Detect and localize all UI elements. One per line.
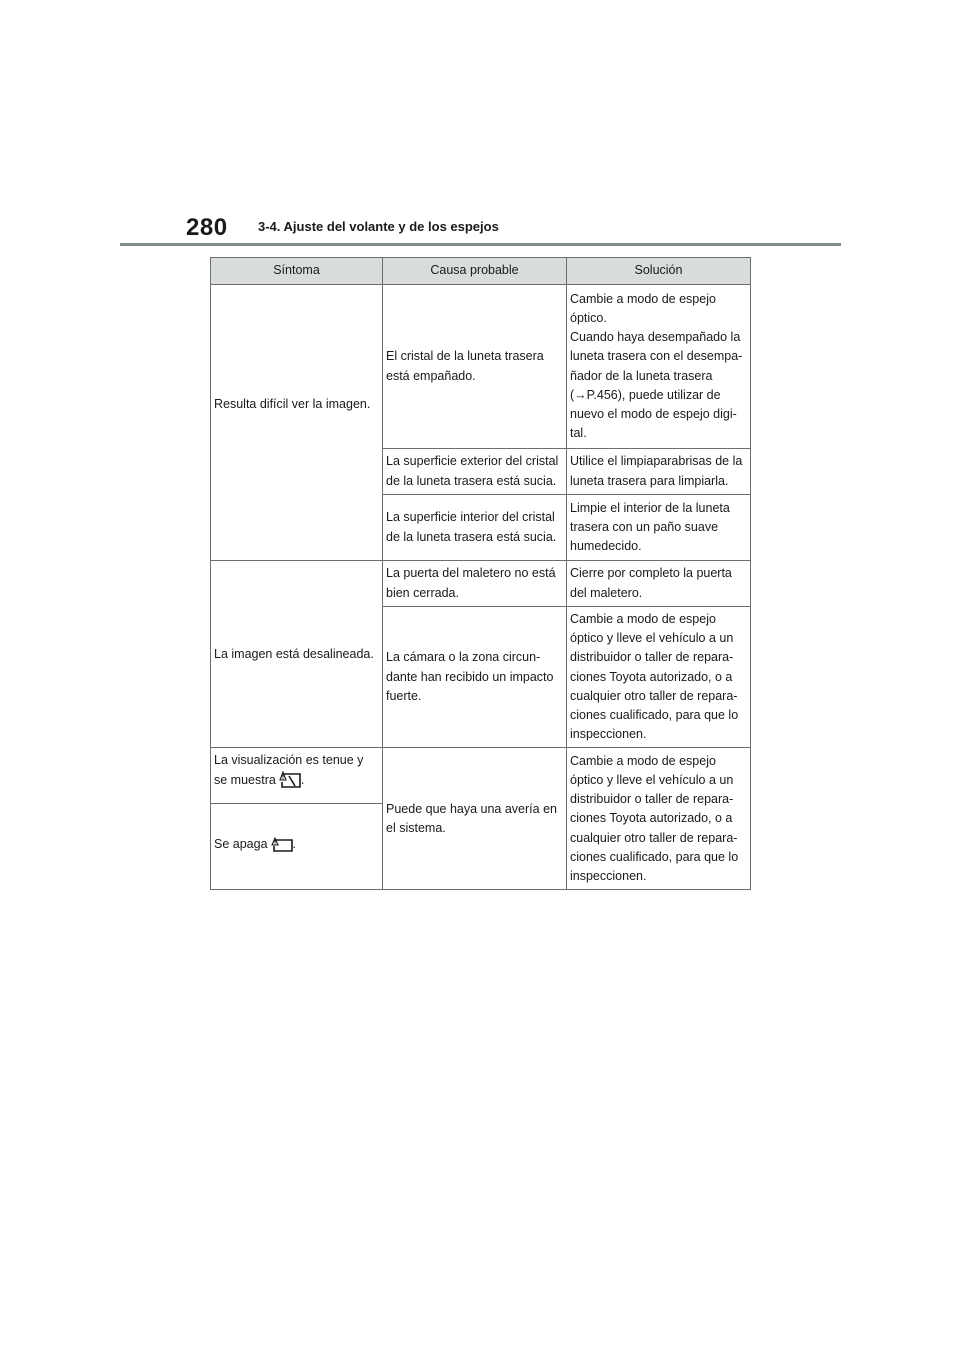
page-number: 280 bbox=[186, 214, 228, 241]
cause-cell: Puede que haya una avería en el sistema. bbox=[383, 748, 567, 890]
cause-cell: La cámara o la zona circun-dante han recibido un impacto fuerte. bbox=[383, 607, 567, 748]
table-row bbox=[211, 561, 751, 607]
cause-cell: La puerta del maletero no está bien cerrada. bbox=[383, 561, 567, 607]
symptom-cell: La imagen está desalineada. bbox=[211, 561, 383, 748]
header-rule bbox=[120, 243, 841, 246]
cause-cell: La superficie interior del cristal de la luneta trasera está sucia. bbox=[383, 495, 567, 561]
symptom-cell bbox=[211, 804, 383, 890]
table-row bbox=[211, 285, 751, 449]
mirror-icon bbox=[271, 837, 293, 859]
section-title: 3-4. Ajuste del volante y de los espejos bbox=[258, 219, 499, 234]
mirror-warning-icon bbox=[279, 771, 301, 795]
table-header-row bbox=[211, 258, 751, 285]
symptom-text: La visualización es tenue y se muestra bbox=[214, 753, 364, 787]
symptom-text: Se apaga bbox=[214, 836, 268, 851]
cause-cell: La superficie exterior del cristal de la luneta trasera está sucia. bbox=[383, 449, 567, 495]
symptom-cell: Resulta difícil ver la imagen. bbox=[211, 285, 383, 561]
solution-cell: Limpie el interior de la luneta trasera con un paño suave humedecido. bbox=[567, 495, 751, 561]
solution-cell: Cambie a modo de espejo óptico y lleve el vehículo a un distribuidor o taller de repara-ciones Toyota autorizado, o a cualquier otro taller de repara-ciones cualificado, para que lo inspeccionen. bbox=[567, 607, 751, 748]
column-header-solution: Solución bbox=[567, 258, 751, 285]
solution-cell: Utilice el limpiaparabrisas de la luneta trasera para limpiarla. bbox=[567, 449, 751, 495]
column-header-cause: Causa probable bbox=[383, 258, 567, 285]
column-header-symptom: Síntoma bbox=[211, 258, 383, 285]
solution-cell: Cambie a modo de espejo óptico. Cuando haya desempañado la luneta trasera con el desempa-ñador de la luneta trasera (→P.456), puede utilizar de nuevo el modo de espejo digi-tal. bbox=[567, 285, 751, 449]
symptom-cell bbox=[211, 748, 383, 804]
troubleshooting-table bbox=[210, 257, 751, 890]
solution-cell: Cierre por completo la puerta del maletero. bbox=[567, 561, 751, 607]
table-row bbox=[211, 748, 751, 804]
cause-cell: El cristal de la luneta trasera está empañado. bbox=[383, 285, 567, 449]
symptom-suffix: . bbox=[300, 772, 305, 787]
solution-cell: Cambie a modo de espejo óptico y lleve el vehículo a un distribuidor o taller de repara-ciones Toyota autorizado, o a cualquier otro taller de repara-ciones cualificado, para que lo inspeccionen. bbox=[567, 748, 751, 890]
symptom-suffix: . bbox=[292, 836, 297, 851]
